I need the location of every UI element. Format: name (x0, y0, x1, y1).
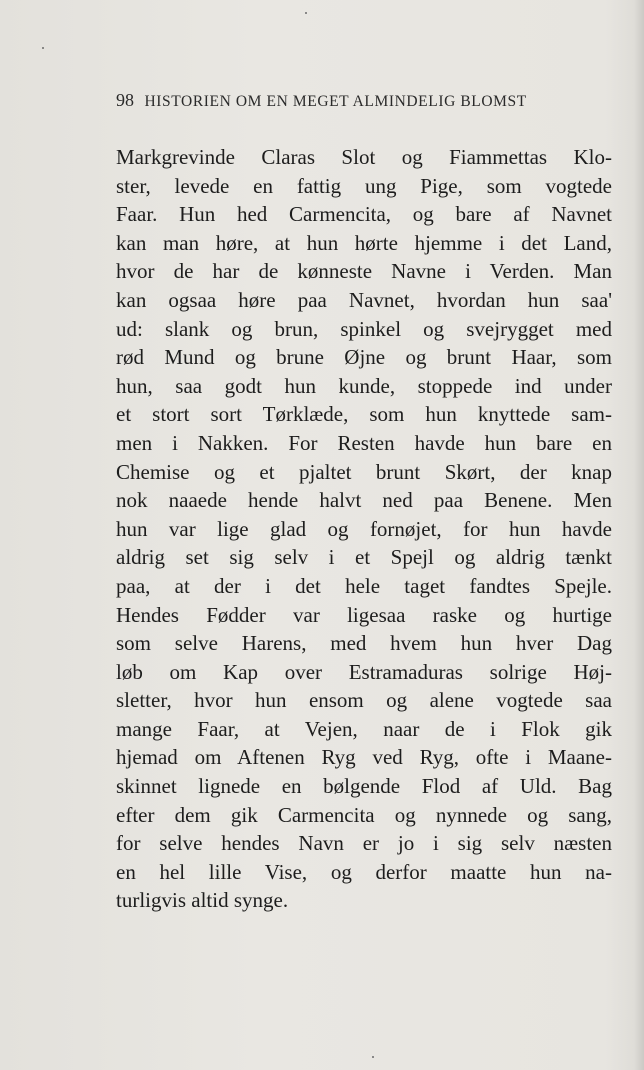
text-line: hun, saa godt hun kunde, stoppede ind under (116, 373, 612, 398)
text-line: rød Mund og brune Øjne og brunt Haar, som (116, 345, 612, 370)
text-line: et stort sort Tørklæde, som hun knyttede sam- (116, 402, 612, 427)
text-line: kan man høre, at hun hørte hjemme i det Land, (116, 230, 612, 255)
text-line: efter dem gik Carmencita og nynnede og sang, (116, 802, 612, 827)
text-line: ud: slank og brun, spinkel og svejrygget med (116, 316, 612, 341)
text-line: for selve hendes Navn er jo i sig selv næsten (116, 831, 612, 856)
text-line: Hendes Fødder var ligesaa raske og hurtige (116, 602, 612, 627)
paper-speck (372, 1056, 374, 1058)
text-line: Markgrevinde Claras Slot og Fiammettas Klo- (116, 145, 612, 169)
paper-speck (42, 47, 44, 49)
text-line: men i Nakken. For Resten havde hun bare en (116, 430, 612, 455)
text-line: Chemise og et pjaltet brunt Skørt, der knap (116, 459, 612, 484)
text-line: hvor de har de kønneste Navne i Verden. Man (116, 259, 612, 284)
text-line: nok naaede hende halvt ned paa Benene. Men (116, 488, 612, 513)
text-line: som selve Harens, med hvem hun hver Dag (116, 631, 612, 656)
text-line: løb om Kap over Estramaduras solrige Høj- (116, 659, 612, 684)
paper-speck (305, 12, 307, 14)
text-line: sletter, hvor hun ensom og alene vogtede saa (116, 688, 612, 713)
text-line: paa, at der i det hele taget fandtes Spejle. (116, 573, 612, 598)
text-line: hjemad om Aftenen Ryg ved Ryg, ofte i Maane- (116, 745, 612, 770)
page-number: 98 (116, 90, 134, 110)
running-head (116, 90, 586, 111)
body-text (116, 143, 612, 915)
running-title: HISTORIEN OM EN MEGET ALMINDELIG BLOMST (144, 93, 527, 110)
text-line: aldrig set sig selv i et Spejl og aldrig tænkt (116, 545, 612, 570)
page-edge-shadow (634, 0, 644, 1070)
text-line: kan ogsaa høre paa Navnet, hvordan hun saa' (116, 287, 612, 312)
text-line: ster, levede en fattig ung Pige, som vogtede (116, 173, 612, 198)
text-line-last: turligvis altid synge. (116, 888, 289, 913)
text-line: Faar. Hun hed Carmencita, og bare af Navnet (116, 202, 612, 227)
text-line: hun var lige glad og fornøjet, for hun havde (116, 516, 612, 541)
text-line: en hel lille Vise, og derfor maatte hun na- (116, 859, 612, 884)
text-line: mange Faar, at Vejen, naar de i Flok gik (116, 716, 612, 741)
text-line: skinnet lignede en bølgende Flod af Uld. Bag (116, 774, 612, 799)
